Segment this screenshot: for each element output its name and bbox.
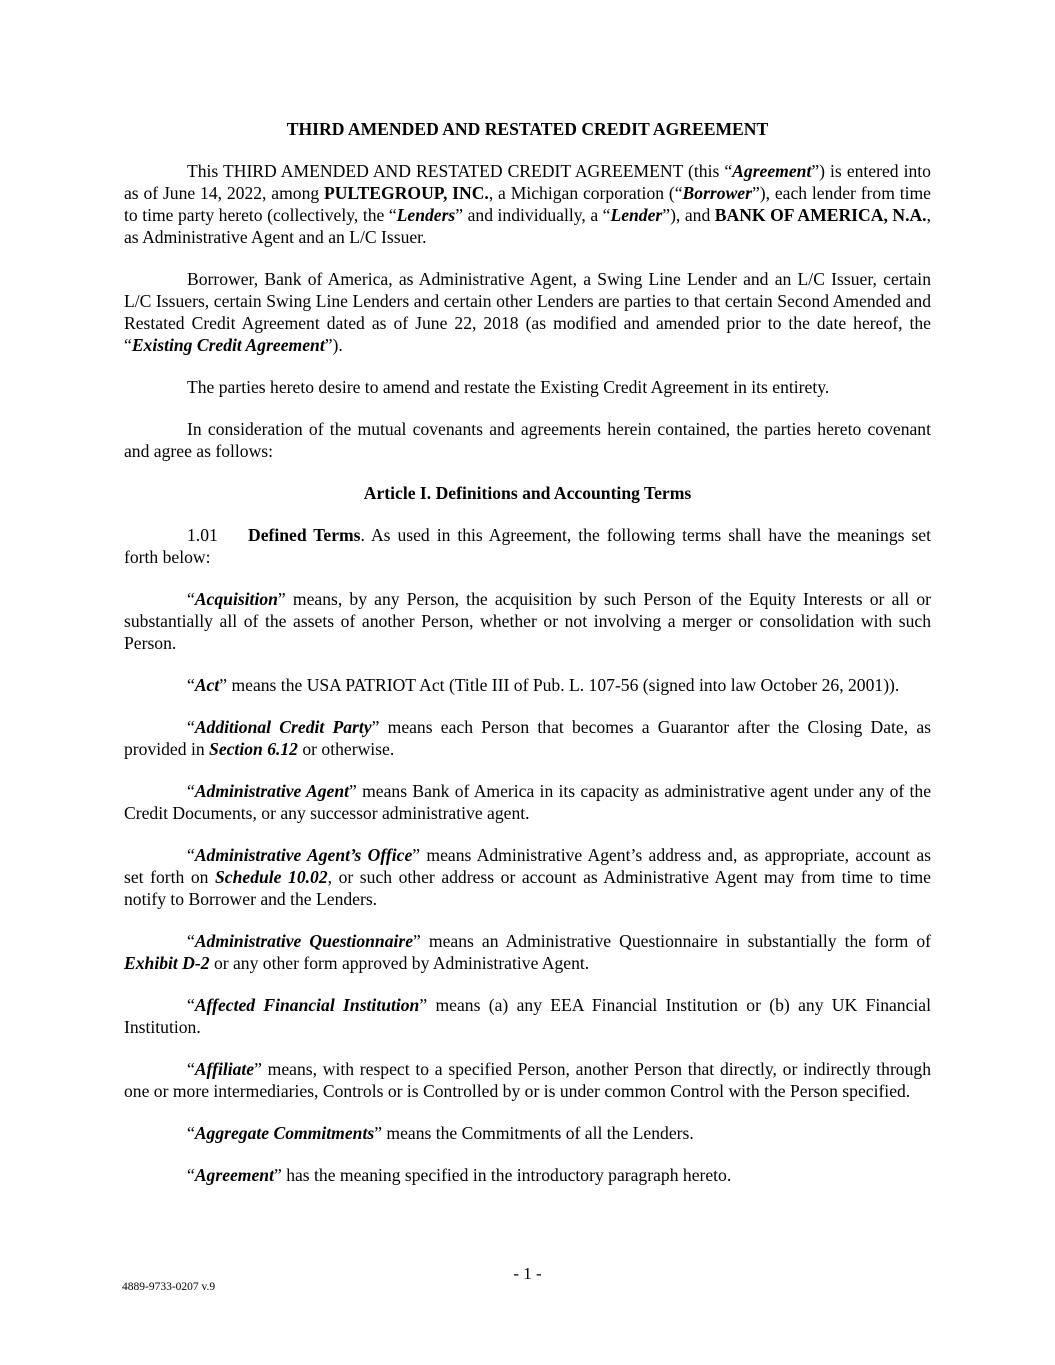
definition-administrative-agents-office: “Administrative Agent’s Office” means Administrative Agent’s address and, as appropriate, account as set forth on Schedule 10.02, or such other address or account as Administrative Agent may from time to time notify to Borrower and the Lenders. (124, 845, 932, 909)
definition-agreement: “Agreement” has the meaning specified in the introductory paragraph hereto. (187, 1165, 732, 1185)
defined-term-lenders: Lenders (396, 205, 456, 225)
intro-paragraph-2: Borrower, Bank of America, as Administrative Agent, a Swing Line Lender and an L/C Issuer, certain L/C Issuers, certain Swing Line Lenders and certain other Lenders are parties to that certain Second Amended and Restated Credit Agreement dated as of June 22, 2018 (as modified and amended prior to the date hereof, the “Existing Credit Agreement”). (124, 269, 931, 355)
section-1-01: 1.01 Defined Terms. As used in this Agreement, the following terms shall have the meanings set forth below: (124, 525, 931, 567)
definition-additional-credit-party: “Additional Credit Party” means each Person that becomes a Guarantor after the Closing Date, as provided in Section 6.12 or otherwise. (124, 717, 932, 759)
intro-paragraph-4: In consideration of the mutual covenants and agreements herein contained, the parties hereto covenant and agree as follows: (124, 419, 931, 461)
document-body (124, 118, 931, 1206)
page-number: - 1 - (513, 1264, 542, 1283)
definition-term: Agreement (194, 1165, 274, 1185)
definition-acquisition: “Acquisition” means, by any Person, the acquisition by such Person of the Equity Interests or all or substantially all of the assets of another Person, whether or not involving a merger or consolidation with such Person. (124, 589, 931, 653)
definition-term: Administrative Agent’s Office (194, 845, 413, 865)
definition-aggregate-commitments: “Aggregate Commitments” means the Commitments of all the Lenders. (187, 1123, 694, 1143)
intro-paragraph-1: This THIRD AMENDED AND RESTATED CREDIT AGREEMENT (this “Agreement”) is entered into as of June 14, 2022, among PULTEGROUP, INC., a Michigan corporation (“Borrower”), each lender from time to time party hereto (collectively, the “Lenders” and individually, a “Lender”), and BANK OF AMERICA, N.A., as Administrative Agent and an L/C Issuer. (124, 161, 931, 247)
definition-act: “Act” means the USA PATRIOT Act (Title III of Pub. L. 107-56 (signed into law October 26, 2001)). (187, 675, 900, 695)
agent-name: BANK OF AMERICA, N.A. (714, 205, 927, 225)
document-title: THIRD AMENDED AND RESTATED CREDIT AGREEMENT (286, 119, 769, 139)
definition-term: Affected Financial Institution (194, 995, 420, 1015)
intro-paragraph-3: The parties hereto desire to amend and restate the Existing Credit Agreement in its entirety. (187, 377, 830, 397)
section-number: 1.01 (187, 525, 218, 545)
definition-term: Affiliate (194, 1059, 255, 1079)
definition-affected-financial-institution: “Affected Financial Institution” means (a) any EEA Financial Institution or (b) any UK Financial Institution. (124, 995, 932, 1037)
article-heading: Article I. Definitions and Accounting Terms (363, 483, 692, 503)
document-id: 4889-9733-0207 v.9 (122, 1281, 216, 1293)
definition-term: Administrative Agent (194, 781, 350, 801)
definition-term: Additional Credit Party (194, 717, 372, 737)
cross-reference: Section 6.12 (209, 739, 298, 759)
borrower-name: PULTEGROUP, INC. (323, 183, 489, 203)
defined-term-existing-credit-agreement: Existing Credit Agreement (131, 335, 325, 355)
defined-term-lender: Lender (610, 205, 663, 225)
definition-term: Aggregate Commitments (194, 1123, 375, 1143)
definition-term: Acquisition (194, 589, 278, 609)
defined-term-borrower: Borrower (682, 183, 752, 203)
section-title: Defined Terms (248, 525, 361, 545)
cross-reference: Exhibit D-2 (124, 953, 210, 973)
cross-reference: Schedule 10.02 (215, 867, 328, 887)
definition-term: Act (194, 675, 220, 695)
definition-term: Administrative Questionnaire (194, 931, 414, 951)
defined-term-agreement: Agreement (732, 161, 812, 181)
definition-administrative-agent: “Administrative Agent” means Bank of America in its capacity as administrative agent under any of the Credit Documents, or any successor administrative agent. (124, 781, 932, 823)
definition-administrative-questionnaire: “Administrative Questionnaire” means an Administrative Questionnaire in substantially the form of Exhibit D-2 or any other form approved by Administrative Agent. (124, 931, 931, 973)
definition-affiliate: “Affiliate” means, with respect to a specified Person, another Person that directly, or indirectly through one or more intermediaries, Controls or is Controlled by or is under common Control with the Person specified. (124, 1059, 931, 1101)
